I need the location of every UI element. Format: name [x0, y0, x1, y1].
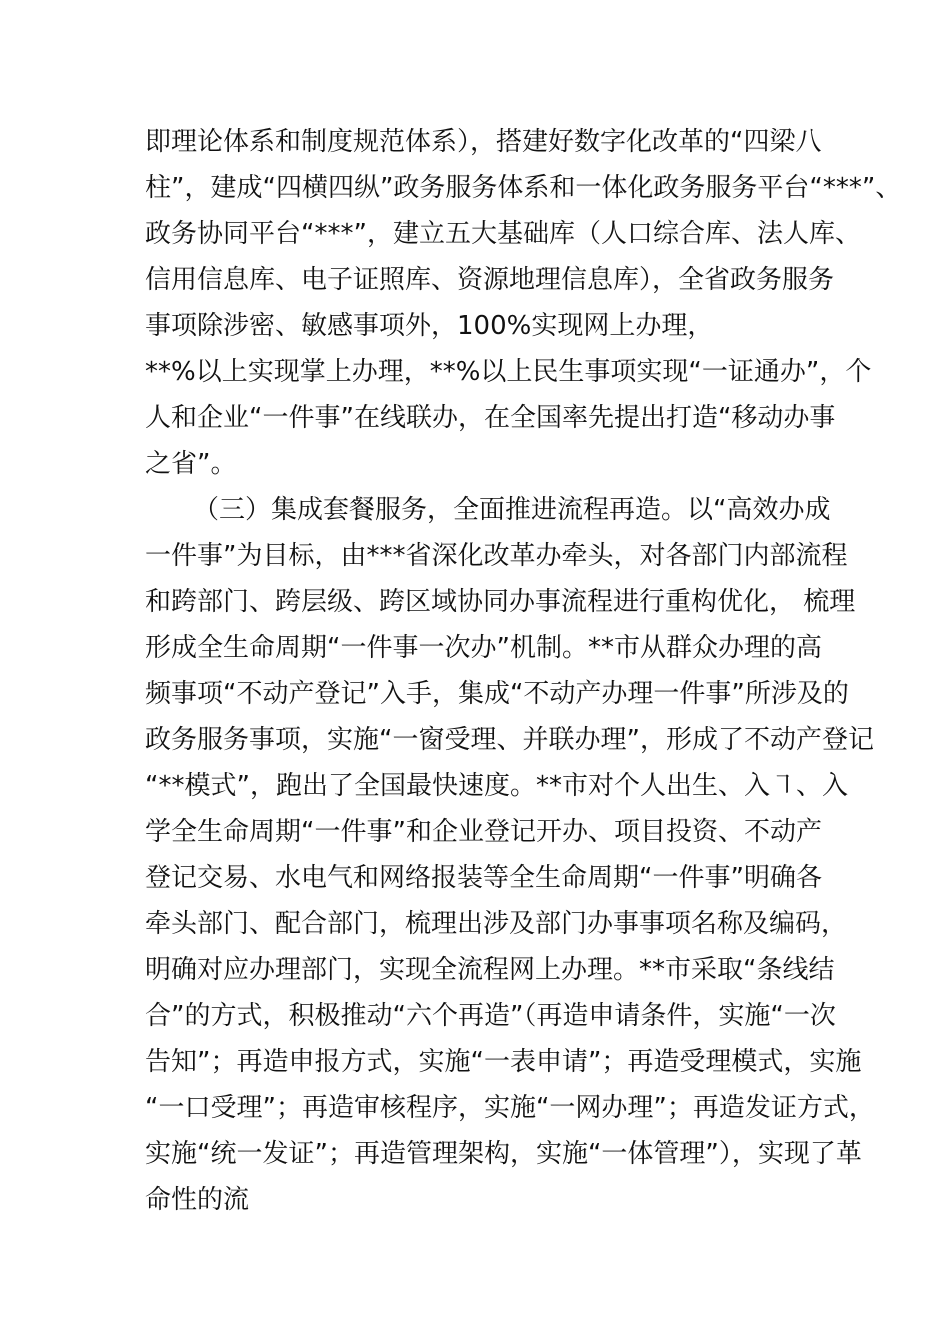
- text-line: 即理论体系和制度规范体系），搭建好数字化改革的“四梁八: [145, 127, 822, 157]
- text-line: 政务协同平台“***”，建立五大基础库（人口综合库、法人库、: [145, 219, 861, 249]
- text-line: 政务服务事项，实施“一窗受理、并联办理”，形成了不动产登记: [145, 725, 874, 755]
- text-line: 信用信息库、电子证照库、资源地理信息库），全省政务服务: [145, 265, 835, 295]
- text-line: 人和企业“一件事”在线联办，在全国率先提出打造“移动办事: [145, 403, 836, 433]
- text-line: 频事项“不动产登记”入手，集成“不动产办理一件事”所涉及的: [145, 679, 849, 709]
- text-line: 实施“统一发证”；再造管理架构，实施“一体管理”），实现了革: [145, 1139, 862, 1169]
- text-line: 命性的流: [145, 1185, 250, 1215]
- text-line: **%以上实现掌上办理，**%以上民生事项实现“一证通办”，个: [145, 357, 872, 387]
- text-line: 柱”，建成“四横四纵”政务服务体系和一体化政务服务平台“***”、: [145, 173, 902, 203]
- text-line: 牵头部门、配合部门，梳理出涉及部门办事事项名称及编码，: [145, 909, 848, 939]
- text-line: 事项除涉密、敏感事项外，100%实现网上办理，: [145, 311, 714, 341]
- text-line: “**模式”，跑出了全国最快速度。**市对个人出生、入㇕、入: [145, 771, 848, 801]
- text-line: “一口受理”；再造审核程序，实施“一网办理”；再造发证方式，: [145, 1093, 875, 1123]
- text-line: 明确对应办理部门，实现全流程网上办理。**市采取“条线结: [145, 955, 835, 985]
- paragraph-heading: （三）集成套餐服务，全面推进流程再造。以“高效办成: [193, 495, 831, 525]
- text-line: 学全生命周期“一件事”和企业登记开办、项目投资、不动产: [145, 817, 822, 847]
- text-line: 合”的方式，积极推动“六个再造”（再造申请条件，实施“一次: [145, 1001, 836, 1031]
- text-line: 告知”；再造申报方式，实施“一表申请”；再造受理模式，实施: [145, 1047, 862, 1077]
- text-line: 一件事”为目标，由***省深化改革办牵头，对各部门内部流程: [145, 541, 848, 571]
- text-line: 之省”。: [145, 449, 237, 479]
- text-line: 登记交易、水电气和网络报装等全生命周期“一件事”明确各: [145, 863, 822, 893]
- text-line: 和跨部门、跨层级、跨区域协同办事流程进行重构优化， 梳理: [145, 587, 856, 617]
- text-line: 形成全生命周期“一件事一次办”机制。**市从群众办理的高: [145, 633, 822, 663]
